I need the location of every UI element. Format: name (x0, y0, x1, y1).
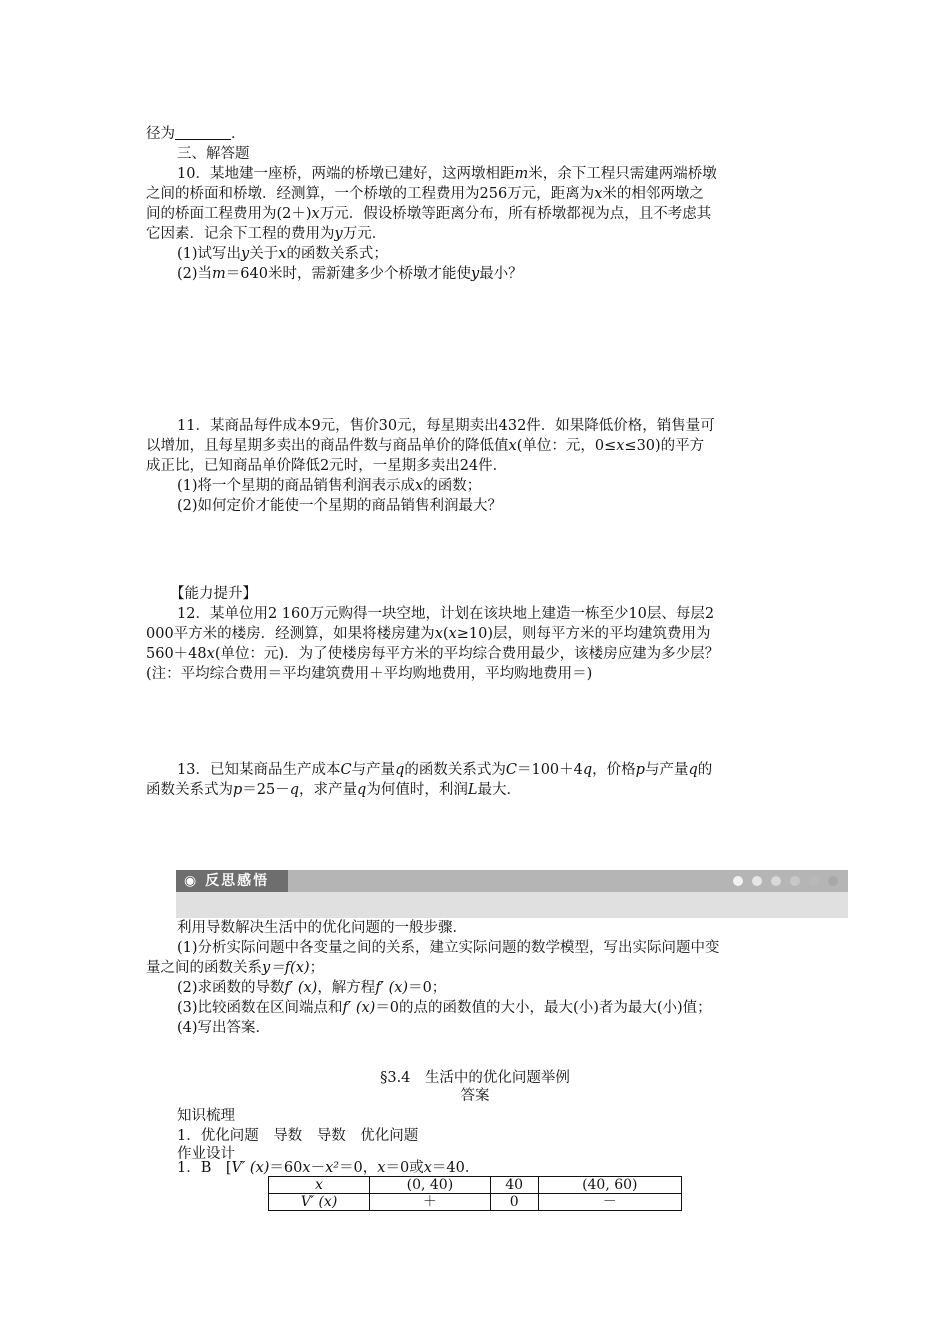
q10-part-2: (2)当m＝640米时，需新建多少个桥墩才能使y最小？ (177, 266, 523, 282)
reflection-intro: 利用导数解决生活中的优化问题的一般步骤． (177, 920, 467, 936)
homework-heading: 作业设计 (177, 1146, 235, 1162)
table-header-row (269, 1177, 682, 1194)
dot-icon (828, 876, 838, 886)
q11-line-3: 成正比，已知商品单价降低2元时，一星期多卖出24件． (146, 458, 508, 474)
reflection-step-4: (4)写出答案． (177, 1020, 271, 1036)
q12-line-1: 12．某单位用2 160万元购得一块空地，计划在该块地上建造一栋至少10层、每层2 (177, 606, 715, 622)
table-cell: V′ (x) (269, 1194, 370, 1211)
reflection-banner-label: ◉ 反思感悟 (176, 870, 288, 892)
dot-icon (790, 876, 800, 886)
q11-line-1: 11．某商品每件成本9元，售价30元，每星期卖出432件．如果降低价格，销售量可 (177, 418, 715, 434)
section-heading: 三、解答题 (177, 146, 250, 162)
q13-line-1: 13．已知某商品生产成本C与产量q的函数关系式为C＝100＋4q，价格p与产量q的 (177, 762, 713, 778)
q10-part-1: (1)试写出y关于x的函数关系式； (177, 246, 388, 262)
answer-blank (175, 125, 231, 140)
reflection-step-1b: 量之间的函数关系y＝f(x)； (146, 960, 325, 976)
table-cell: (40, 60) (538, 1177, 681, 1194)
reflection-step-2: (2)求函数的导数f′ (x)，解方程f′ (x)＝0； (177, 980, 447, 996)
ability-heading: 【能力提升】 (170, 586, 257, 602)
answers-subtitle: 答案 (460, 1088, 490, 1104)
q12-line-3: 560＋48x(单位：元)．为了使楼房每平方米的平均综合费用最少，该楼房应建为多少层？ (146, 646, 720, 662)
reflection-banner (176, 870, 848, 918)
reflection-step-3: (3)比较函数在区间端点和f′ (x)＝0的点的函数值的大小，最大(小)者为最大(小)值； (177, 1000, 712, 1016)
dot-icon (771, 876, 781, 886)
q12-line-2: 000平方米的楼房．经测算，如果将楼房建为x(x≥10)层，则每平方米的平均建筑费用为 (146, 626, 711, 642)
q9-tail: 径为 ． (146, 126, 246, 142)
q11-part-1: (1)将一个星期的商品销售利润表示成x的函数； (177, 478, 482, 494)
banner-stripe (288, 870, 848, 892)
table-cell: 0 (490, 1194, 538, 1211)
dot-icon (752, 876, 762, 886)
q11-part-2: (2)如何定价才能使一个星期的商品销售利润最大？ (177, 498, 503, 514)
table-row (269, 1194, 682, 1211)
q12-line-4: (注：平均综合费用＝平均建筑费用＋平均购地费用，平均购地费用＝) (146, 666, 593, 682)
answers-title: §3.4 生活中的优化问题举例 (380, 1070, 570, 1086)
q13-line-2: 函数关系式为p＝25－q，求产量q为何值时，利润L最大． (146, 782, 521, 798)
q11-line-2: 以增加，且每星期多卖出的商品件数与商品单价的降低值x(单位：元，0≤x≤30)的平方 (146, 438, 705, 454)
knowledge-item-1: 1．优化问题 导数 导数 优化问题 (177, 1128, 419, 1144)
dot-icon (809, 876, 819, 886)
table-cell: ＋ (370, 1194, 491, 1211)
q10-line-4: 它因素．记余下工程的费用为y万元． (146, 226, 387, 242)
q10-line-3: 间的桥面工程费用为(2＋)x万元．假设桥墩等距离分布，所有桥墩都视为点，且不考虑其 (146, 206, 712, 222)
table-cell: － (538, 1194, 681, 1211)
q10-line-1: 10．某地建一座桥，两端的桥墩已建好，这两墩相距m米，余下工程只需建两端桥墩 (177, 166, 717, 182)
reflection-step-1a: (1)分析实际问题中各变量之间的关系，建立实际问题的数学模型，写出实际问题中变 (177, 940, 720, 956)
dot-icon (733, 876, 743, 886)
sign-table (268, 1176, 682, 1211)
table-cell: (0, 40) (370, 1177, 491, 1194)
table-cell: x (269, 1177, 370, 1194)
q9-tail-text: 径为 (146, 126, 175, 142)
knowledge-heading: 知识梳理 (177, 1108, 235, 1124)
answer-1: 1．B [V′ (x)＝60x－x²＝0，x＝0或x＝40． (177, 1160, 480, 1176)
q10-line-2: 之间的桥面和桥墩．经测算，一个桥墩的工程费用为256万元，距离为x米的相邻两墩之 (146, 186, 704, 202)
banner-dots (733, 876, 838, 886)
table-cell: 40 (490, 1177, 538, 1194)
